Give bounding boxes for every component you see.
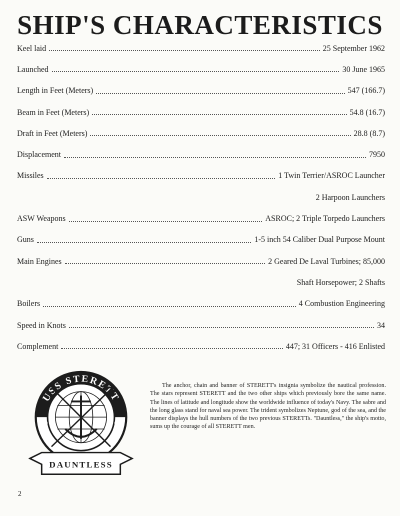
dot-leader [49, 49, 320, 51]
spec-row [17, 208, 385, 229]
ship-insignia-icon [22, 368, 140, 486]
spec-row [17, 166, 385, 187]
spec-row [17, 315, 385, 336]
dot-leader [69, 326, 374, 328]
spec-value: 547 (166.7) [347, 86, 385, 96]
spec-row [17, 123, 385, 144]
spec-value: 28.8 (8.7) [353, 128, 385, 138]
insignia-motto: DAUNTLESS [49, 459, 113, 470]
spec-label: Launched [17, 64, 49, 74]
spec-row [17, 59, 385, 80]
spec-value: 4 Combustion Engineering [298, 299, 385, 309]
dot-leader [47, 177, 276, 179]
dot-leader [61, 347, 283, 349]
spec-row [17, 38, 385, 59]
dot-leader [65, 262, 265, 264]
spec-label: Boilers [17, 299, 41, 309]
characteristics-list [17, 38, 385, 357]
spec-label: ASW Weapons [17, 214, 66, 224]
spec-value: 7950 [369, 150, 385, 160]
spec-value: 1-5 inch 54 Caliber Dual Purpose Mount [254, 235, 385, 245]
spec-row-continued [17, 187, 385, 208]
spec-row [17, 230, 385, 251]
spec-row [17, 102, 385, 123]
dot-leader [52, 70, 340, 72]
spec-label: Speed in Knots [17, 320, 66, 330]
spec-value: 1 Twin Terrier/ASROC Launcher [278, 171, 385, 181]
spec-value-continued: 2 Harpoon Launchers [315, 192, 385, 202]
spec-value: 54.8 (16.7) [349, 107, 385, 117]
spec-value: 34 [377, 320, 385, 330]
spec-label: Complement [17, 341, 59, 351]
spec-label: Length in Feet (Meters) [17, 86, 94, 96]
dot-leader [90, 134, 350, 136]
dot-leader [96, 92, 344, 94]
spec-row [17, 144, 385, 165]
spec-row [17, 81, 385, 102]
spec-row-continued [17, 272, 385, 293]
page-title: SHIP'S CHARACTERISTICS [17, 10, 383, 40]
spec-value: 30 June 1965 [342, 64, 385, 74]
insignia-ship-name: USS STERETT [40, 373, 122, 404]
spec-row [17, 294, 385, 315]
dot-leader [69, 220, 263, 222]
spec-label: Draft in Feet (Meters) [17, 128, 88, 138]
dot-leader [92, 113, 346, 115]
spec-label: Displacement [17, 150, 61, 160]
spec-value: ASROC; 2 Triple Torpedo Launchers [265, 214, 385, 224]
spec-label: Guns [17, 235, 34, 245]
dot-leader [37, 241, 251, 243]
spec-row [17, 336, 385, 357]
page-number: 2 [18, 490, 22, 498]
spec-label: Keel laid [17, 43, 47, 53]
insignia-caption: The anchor, chain and banner of STERETT's insignia symbolize the nautical profession. The stars represent STERETT and the two other ships which previously bore the same name. The lines of latitude and longitude show the worldwide influence of today's Navy. The sabre and the long glass stand for naval sea power. The trident symbolizes Neptune, god of the sea, and the banner displays the hull numbers of the two previous STERETTs. "Dauntless," the ship's motto, sums up the courage of all STERETT men. [150, 383, 386, 431]
spec-value: 25 September 1962 [322, 43, 385, 53]
spec-label: Beam in Feet (Meters) [17, 107, 90, 117]
spec-row [17, 251, 385, 272]
spec-value: 2 Geared De Laval Turbines; 85,000 [268, 256, 385, 266]
spec-label: Missiles [17, 171, 44, 181]
spec-value-continued: Shaft Horsepower; 2 Shafts [296, 277, 385, 287]
dot-leader [64, 156, 366, 158]
spec-value: 447; 31 Officers - 416 Enlisted [285, 341, 385, 351]
dot-leader [43, 305, 296, 307]
spec-label: Main Engines [17, 256, 62, 266]
